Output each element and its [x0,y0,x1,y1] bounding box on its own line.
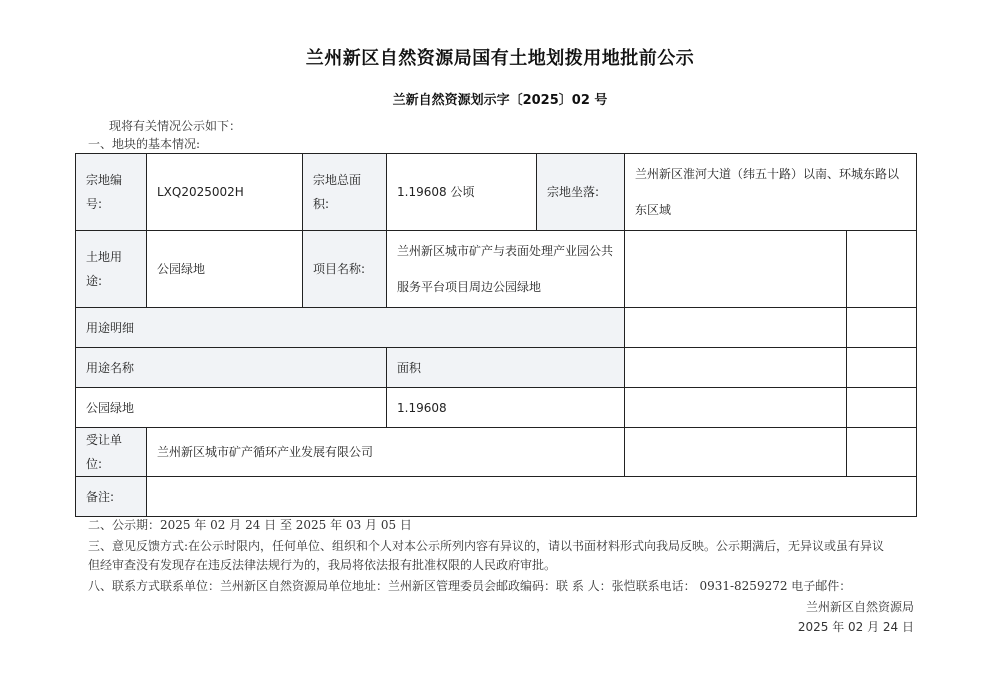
total-area-label: 宗地总面积: [303,154,387,231]
land-use-label: 土地用途: [76,231,147,308]
location-value: 兰州新区淮河大道（纬五十路）以南、环城东路以东区域 [625,154,917,231]
signature-organization: 兰州新区自然资源局 [805,600,914,614]
empty-cell [847,308,917,348]
project-name-value: 兰州新区城市矿产与表面处理产业园公共服务平台项目周边公园绿地 [387,231,625,308]
table-row [76,154,917,231]
use-detail-label: 用途明细 [76,308,625,348]
table-row [76,388,917,428]
empty-cell [625,231,847,308]
use-name-value: 公园绿地 [76,388,387,428]
use-name-header: 用途名称 [76,348,387,388]
empty-cell [847,231,917,308]
document-number: 兰新自然资源划示字〔2025〕02 号 [392,93,608,108]
empty-cell [625,428,847,477]
table-row [76,231,917,308]
remarks-value [147,477,917,517]
intro-lead: 现将有关情况公示如下： [109,119,242,133]
location-label: 宗地坐落: [537,154,625,231]
table-row [76,348,917,388]
total-area-value: 1.19608 公顷 [387,154,537,231]
feedback-method-line-1: 三、意见反馈方式:在公示时限内，任何单位、组织和个人对本公示所列内容有异议的，请以书面材料形式向我局反映。公示期满后，无异议或虽有异议 [88,539,885,553]
feedback-method-line-2: 但经审查没有发现存在违反法律法规行为的，我局将依法报有批准权限的人民政府审批。 [88,558,557,572]
empty-cell [847,388,917,428]
remarks-label: 备注: [76,477,147,517]
empty-cell [625,308,847,348]
empty-cell [625,388,847,428]
parcel-info-table [75,153,917,517]
project-name-label: 项目名称: [303,231,387,308]
contact-info: 八、联系方式联系单位：兰州新区自然资源局单位地址：兰州新区管理委员会邮政编码：联 系 人：张恺联系电话： 0931-8259272 电子邮件： [88,579,852,593]
empty-cell [625,348,847,388]
land-use-value: 公园绿地 [147,231,303,308]
parcel-no-label: 宗地编号: [76,154,147,231]
area-value: 1.19608 [387,388,625,428]
empty-cell [847,348,917,388]
table-row [76,428,917,477]
parcel-no-value: LXQ2025002H [147,154,303,231]
empty-cell [847,428,917,477]
table-row [76,477,917,517]
publicity-period: 二、公示期：2025 年 02 月 24 日 至 2025 年 03 月 05 日 [88,518,412,532]
signature-date: 2025 年 02 月 24 日 [797,620,914,634]
assignee-label: 受让单位: [76,428,147,477]
page-title: 兰州新区自然资源局国有土地划拨用地批前公示 [305,48,695,69]
area-header: 面积 [387,348,625,388]
section-heading-basic-info: 一、地块的基本情况: [88,137,201,151]
table-row [76,308,917,348]
assignee-value: 兰州新区城市矿产循环产业发展有限公司 [147,428,625,477]
